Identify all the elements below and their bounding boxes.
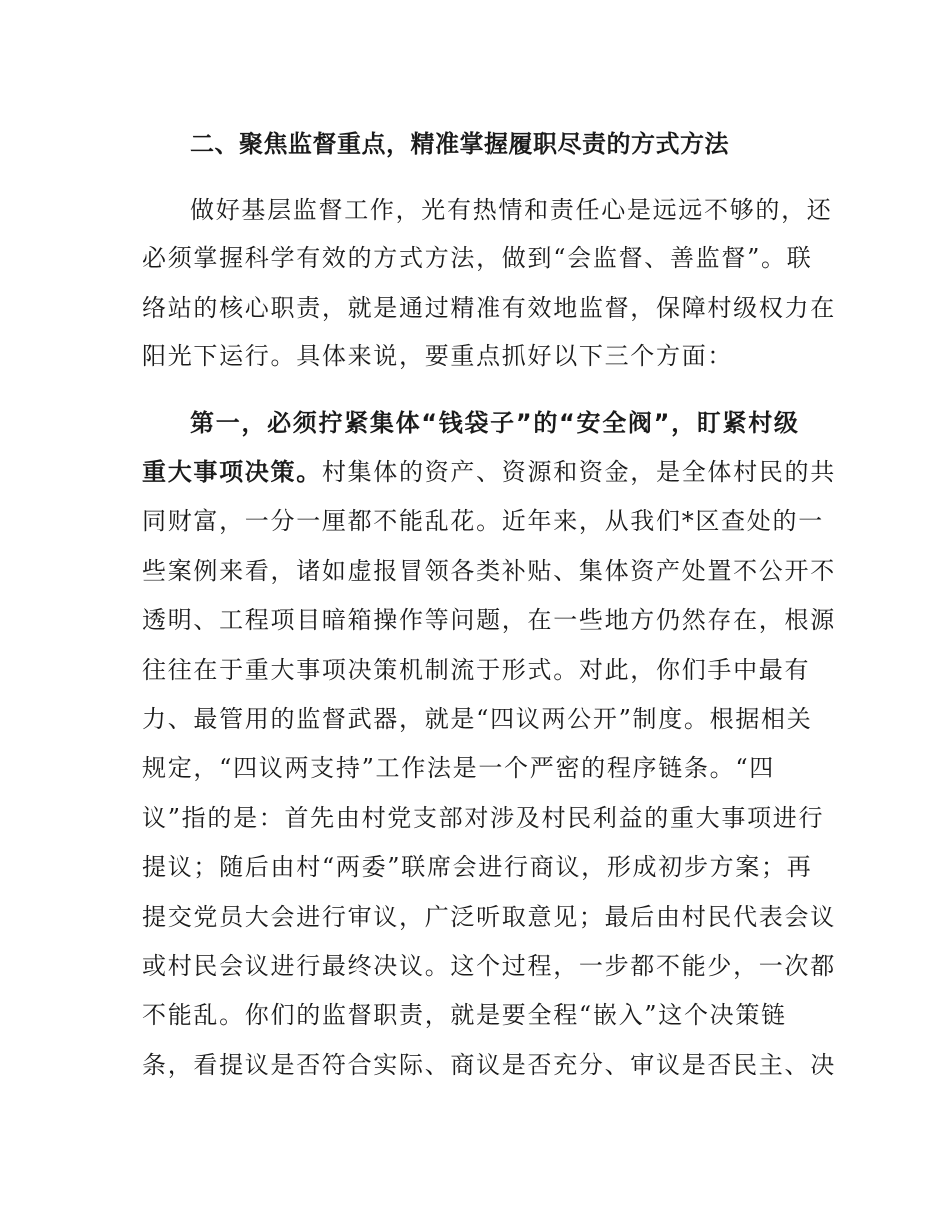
paragraph-text: 村集体的资产、资源和资金，是全体村民的共 <box>321 458 836 486</box>
paragraph-line: 规定，“四议两支持”工作法是一个严密的程序链条。“四 <box>142 754 776 782</box>
paragraph-line: 往往在于重大事项决策机制流于形式。对此，你们手中最有 <box>142 656 811 684</box>
paragraph-line: 阳光下运行。具体来说，要重点抓好以下三个方面： <box>142 342 734 370</box>
bold-lead-line: 第一，必须拧紧集体“钱袋子”的“安全阀”，盯紧村级 <box>190 409 800 437</box>
paragraph-line: 必须掌握科学有效的方式方法，做到“会监督、善监督”。联 <box>142 244 813 272</box>
paragraph-line <box>142 454 836 490</box>
paragraph-line: 络站的核心职责，就是通过精准有效地监督，保障村级权力在 <box>142 294 836 322</box>
paragraph-line: 做好基层监督工作，光有热情和责任心是远远不够的，还 <box>190 196 833 224</box>
paragraph-line: 透明、工程项目暗箱操作等问题，在一些地方仍然存在，根源 <box>142 606 836 634</box>
paragraph-line: 或村民会议进行最终决议。这个过程，一步都不能少，一次都 <box>142 952 836 980</box>
paragraph-line: 提交党员大会进行审议，广泛听取意见；最后由村民代表会议 <box>142 903 836 931</box>
bold-lead-text: 重大事项决策。 <box>142 458 322 486</box>
paragraph-line: 提议；随后由村“两委”联席会进行商议，形成初步方案；再 <box>142 853 813 881</box>
paragraph-line: 条，看提议是否符合实际、商议是否充分、审议是否民主、决 <box>142 1051 836 1079</box>
paragraph-line: 力、最管用的监督武器，就是“四议两公开”制度。根据相关 <box>142 705 813 733</box>
section-heading: 二、聚焦监督重点，精准掌握履职尽责的方式方法 <box>190 130 729 158</box>
paragraph-line: 不能乱。你们的监督职责，就是要全程“嵌入”这个决策链 <box>142 1001 787 1029</box>
paragraph-line: 些案例来看，诸如虚报冒领各类补贴、集体资产处置不公开不 <box>142 557 836 585</box>
paragraph-line: 同财富，一分一厘都不能乱花。近年来，从我们*区查处的一 <box>142 507 824 535</box>
paragraph-line: 议”指的是：首先由村党支部对涉及村民利益的重大事项进行 <box>142 804 825 832</box>
